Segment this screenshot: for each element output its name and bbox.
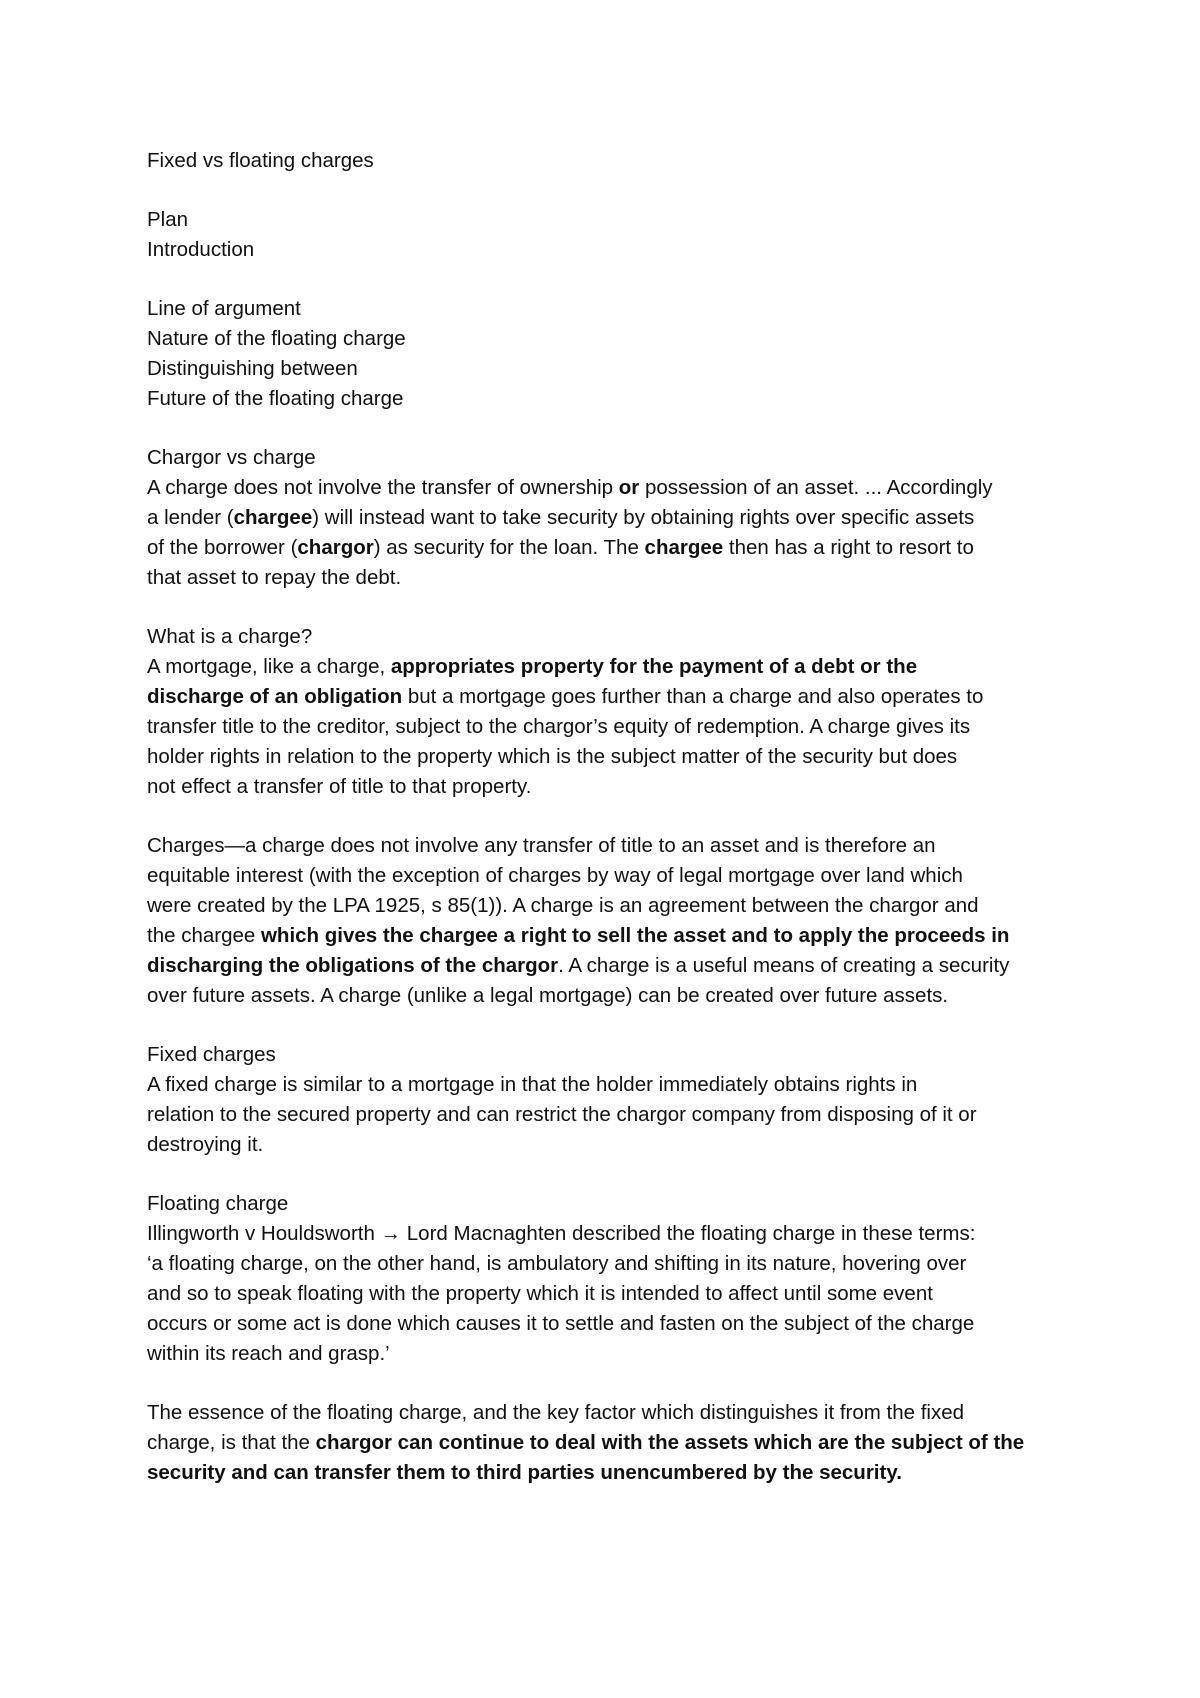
document-page bbox=[147, 146, 1087, 1488]
paragraph-line: A mortgage, like a charge, appropriates property for the payment of a debt or the bbox=[147, 655, 918, 678]
paragraph-line: A fixed charge is similar to a mortgage in that the holder immediately obtains rights in bbox=[147, 1073, 918, 1096]
what-is-charge-section bbox=[147, 622, 1087, 802]
spacer bbox=[147, 265, 1087, 294]
spacer bbox=[147, 1160, 1087, 1189]
paragraph-line: discharge of an obligation but a mortgage goes further than a charge and also operates to bbox=[147, 685, 984, 708]
paragraph-line: of the borrower (chargor) as security for the loan. The chargee then has a right to resort to bbox=[147, 536, 974, 559]
paragraph-line: within its reach and grasp.’ bbox=[147, 1342, 390, 1365]
paragraph-line: Illingworth v Houldsworth → Lord Macnaghten described the floating charge in these terms: bbox=[147, 1222, 976, 1245]
spacer bbox=[147, 593, 1087, 622]
argument-item: Distinguishing between bbox=[147, 357, 358, 380]
paragraph-line: relation to the secured property and can restrict the chargor company from disposing of it or bbox=[147, 1103, 977, 1126]
plan-item-introduction: Introduction bbox=[147, 238, 255, 261]
charges-section bbox=[147, 831, 1087, 1011]
paragraph-line: security and can transfer them to third parties unencumbered by the security. bbox=[147, 1461, 902, 1484]
fixed-charges-section bbox=[147, 1040, 1087, 1160]
spacer bbox=[147, 176, 1087, 205]
paragraph-line: over future assets. A charge (unlike a legal mortgage) can be created over future assets. bbox=[147, 984, 949, 1007]
section-heading: What is a charge? bbox=[147, 625, 313, 648]
paragraph-line: occurs or some act is done which causes it to settle and fasten on the subject of the charge bbox=[147, 1312, 975, 1335]
paragraph-line: a lender (chargee) will instead want to take security by obtaining rights over specific assets bbox=[147, 506, 975, 529]
section-heading: Fixed charges bbox=[147, 1043, 276, 1066]
paragraph-line: discharging the obligations of the chargor. A charge is a useful means of creating a security bbox=[147, 954, 1010, 977]
spacer bbox=[147, 802, 1087, 831]
paragraph-line: charge, is that the chargor can continue to deal with the assets which are the subject of the bbox=[147, 1431, 1025, 1454]
spacer bbox=[147, 414, 1087, 443]
spacer bbox=[147, 1369, 1087, 1398]
paragraph-line: Charges—a charge does not involve any transfer of title to an asset and is therefore an bbox=[147, 834, 936, 857]
chargor-section bbox=[147, 443, 1087, 593]
paragraph-line: the chargee which gives the chargee a right to sell the asset and to apply the proceeds in bbox=[147, 924, 1010, 947]
floating-charge-section bbox=[147, 1189, 1087, 1369]
spacer bbox=[147, 1011, 1087, 1040]
argument-item: Nature of the floating charge bbox=[147, 327, 406, 350]
paragraph-line: A charge does not involve the transfer of ownership or possession of an asset. ... Accordingly bbox=[147, 476, 993, 499]
paragraph-line: not effect a transfer of title to that property. bbox=[147, 775, 532, 798]
arrow-right-icon: → bbox=[380, 1222, 402, 1245]
essence-section bbox=[147, 1398, 1087, 1488]
argument-heading: Line of argument bbox=[147, 297, 301, 320]
paragraph-line: The essence of the floating charge, and the key factor which distinguishes it from the fixed bbox=[147, 1401, 965, 1424]
paragraph-line: transfer title to the creditor, subject to the chargor’s equity of redemption. A charge gives its bbox=[147, 715, 971, 738]
paragraph-line: that asset to repay the debt. bbox=[147, 566, 402, 589]
paragraph-line: were created by the LPA 1925, s 85(1)). A charge is an agreement between the chargor and bbox=[147, 894, 979, 917]
section-heading: Floating charge bbox=[147, 1192, 289, 1215]
document-title: Fixed vs floating charges bbox=[147, 149, 374, 172]
paragraph-line: equitable interest (with the exception of charges by way of legal mortgage over land which bbox=[147, 864, 963, 887]
paragraph-line: and so to speak floating with the property which it is intended to affect until some event bbox=[147, 1282, 933, 1305]
paragraph-line: destroying it. bbox=[147, 1133, 264, 1156]
section-heading: Chargor vs charge bbox=[147, 446, 316, 469]
argument-item: Future of the floating charge bbox=[147, 387, 404, 410]
paragraph-line: holder rights in relation to the property which is the subject matter of the security but does bbox=[147, 745, 958, 768]
plan-heading: Plan bbox=[147, 208, 189, 231]
paragraph-line: ‘a floating charge, on the other hand, is ambulatory and shifting in its nature, hovering over bbox=[147, 1252, 967, 1275]
